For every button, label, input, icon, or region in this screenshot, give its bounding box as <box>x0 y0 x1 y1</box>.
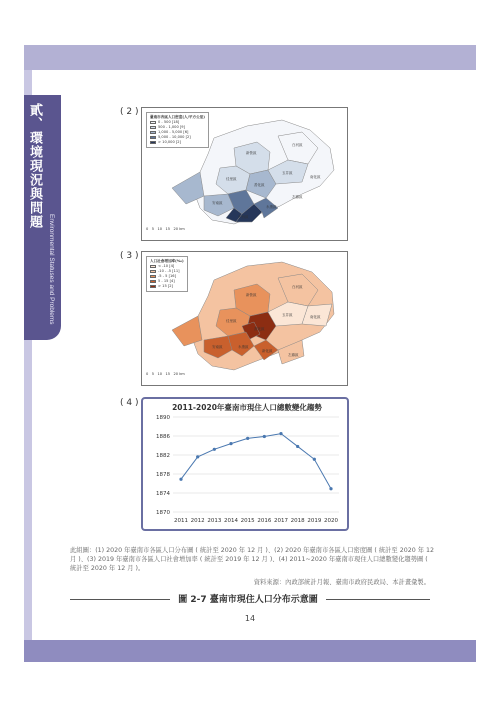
legend-swatch <box>150 285 156 289</box>
legend-label: < -10 [4] <box>158 264 175 268</box>
legend-swatch <box>150 131 156 135</box>
data-point <box>263 435 266 438</box>
legend-swatch <box>150 275 156 279</box>
svg-text:玉井區: 玉井區 <box>282 171 293 175</box>
panel-4-label: ( 4 ) <box>120 398 139 408</box>
scale-tick: 10 <box>157 372 163 376</box>
y-tick-label: 1870 <box>156 510 170 516</box>
y-tick-label: 1874 <box>156 491 170 497</box>
svg-text:新營區: 新營區 <box>246 151 257 155</box>
scale-tick: 20 km <box>173 227 185 231</box>
population-growth-map <box>141 251 348 386</box>
legend-swatch <box>150 280 156 284</box>
caption-rule-left <box>70 599 170 600</box>
figure-source: 資料來源：內政部統計月報、臺南市政府民政局、本計畫彙製。 <box>253 579 430 586</box>
scale-tick: 20 km <box>173 372 185 376</box>
data-point <box>179 478 182 481</box>
legend-item <box>150 284 184 289</box>
header-band <box>24 45 476 70</box>
caption-rule-right <box>326 599 430 600</box>
figure-note: 此組圖：(1) 2020 年臺南市各區人口分布圖 ( 統計至 2020 年 12 月 )、(2) 2020 年臺南市各區人口密度圖 ( 統計至 2020 年 12 月 )、(3) 2019 年臺南市各區人口社會增加率 ( 統計至 2019 年 12 月 )、(4) 2011~2020 年臺南市現住人口總數變化趨勢圖 ( 統計至 2020 年 12 月 )。 <box>70 547 435 572</box>
legend-item <box>150 140 205 145</box>
scale-tick: 5 <box>151 227 155 231</box>
data-point <box>213 448 216 451</box>
svg-text:永康區: 永康區 <box>266 205 277 209</box>
svg-text:佳里區: 佳里區 <box>226 177 237 181</box>
x-tick-label: 2014 <box>224 518 238 524</box>
footer-band <box>24 640 476 662</box>
x-tick-label: 2017 <box>274 518 288 524</box>
data-point <box>296 445 299 448</box>
x-tick-label: 2020 <box>324 518 338 524</box>
svg-text:新化區: 新化區 <box>262 349 273 353</box>
data-point <box>246 437 249 440</box>
scale-tick: 15 <box>165 372 171 376</box>
svg-text:中西區: 中西區 <box>238 215 249 219</box>
legend-label: 0 - 500 [18] <box>158 120 180 124</box>
svg-text:白河區: 白河區 <box>292 143 303 147</box>
svg-text:新營區: 新營區 <box>246 293 257 297</box>
x-tick-label: 2019 <box>307 518 322 524</box>
svg-text:左鎮區: 左鎮區 <box>292 195 303 199</box>
y-tick-label: 1886 <box>156 434 170 440</box>
svg-text:玉井區: 玉井區 <box>282 313 293 317</box>
legend-swatch <box>150 265 156 269</box>
svg-text:南化區: 南化區 <box>310 175 321 179</box>
legend-label: > 10,000 [2] <box>158 140 181 144</box>
population-map-scalebar <box>146 227 185 231</box>
scale-tick: 5 <box>151 372 155 376</box>
legend-swatch <box>150 270 156 274</box>
population-trend-chart <box>141 397 349 531</box>
legend-label: -5 - 5 [16] <box>158 274 176 278</box>
legend-swatch <box>150 126 156 130</box>
data-point <box>329 487 332 490</box>
chapter-title: 貳、環境現況與問題 <box>27 103 42 229</box>
scale-tick: 0 <box>146 372 149 376</box>
legend-swatch <box>150 141 156 145</box>
figure-caption: 圖 2-7 臺南市現住人口分布示意圖 <box>178 595 318 605</box>
legend-label: -10 - -5 [11] <box>158 269 180 273</box>
chart-title: 2011-2020年臺南市現住人口總數變化趨勢 <box>172 403 322 412</box>
legend-swatch <box>150 136 156 140</box>
y-tick-label: 1878 <box>156 472 170 478</box>
growth-map-scalebar <box>146 372 185 376</box>
scale-tick: 10 <box>157 227 163 231</box>
svg-text:左鎮區: 左鎮區 <box>288 353 299 357</box>
x-tick-label: 2013 <box>207 518 222 524</box>
legend-label: > 15 [2] <box>158 284 173 288</box>
x-tick-label: 2016 <box>257 518 272 524</box>
population-map-legend <box>146 112 209 148</box>
data-point <box>313 458 316 461</box>
svg-text:善化區: 善化區 <box>254 327 265 331</box>
svg-text:永康區: 永康區 <box>238 345 249 349</box>
data-point <box>279 432 282 435</box>
population-trend-chart-graphic <box>143 399 347 529</box>
data-point <box>196 455 199 458</box>
page-number: 14 <box>244 614 256 623</box>
x-tick-label: 2018 <box>290 518 305 524</box>
growth-legend-title: 人口社會增加率(‰) <box>150 259 184 263</box>
svg-text:善化區: 善化區 <box>254 183 265 187</box>
scale-tick: 15 <box>165 227 171 231</box>
population-legend-title: 臺南市各區人口密度(人/平方公里) <box>150 115 205 119</box>
chapter-subtitle-en: Environmental Statuses and Problems <box>48 214 55 325</box>
legend-label: 5 - 15 [4] <box>158 279 175 283</box>
panel-3-label: ( 3 ) <box>120 251 139 261</box>
data-point <box>229 442 232 445</box>
panel-2-label: ( 2 ) <box>120 107 139 117</box>
legend-swatch <box>150 121 156 125</box>
y-tick-label: 1882 <box>156 453 170 459</box>
x-tick-label: 2011 <box>174 518 188 524</box>
svg-text:佳里區: 佳里區 <box>226 319 237 323</box>
series-line <box>181 434 331 489</box>
population-density-map <box>141 107 348 241</box>
x-tick-label: 2015 <box>240 518 255 524</box>
svg-text:南化區: 南化區 <box>310 315 321 319</box>
scale-tick: 0 <box>146 227 149 231</box>
svg-text:安南區: 安南區 <box>212 201 223 205</box>
legend-label: 1,000 - 5,000 [6] <box>158 130 189 134</box>
growth-map-legend <box>146 256 188 292</box>
y-tick-label: 1890 <box>156 415 170 421</box>
legend-label: 5,000 - 10,000 [2] <box>158 135 191 139</box>
svg-text:安南區: 安南區 <box>212 345 223 349</box>
svg-text:白河區: 白河區 <box>292 285 303 289</box>
x-tick-label: 2012 <box>190 518 205 524</box>
legend-label: 500 - 1,000 [9] <box>158 125 185 129</box>
